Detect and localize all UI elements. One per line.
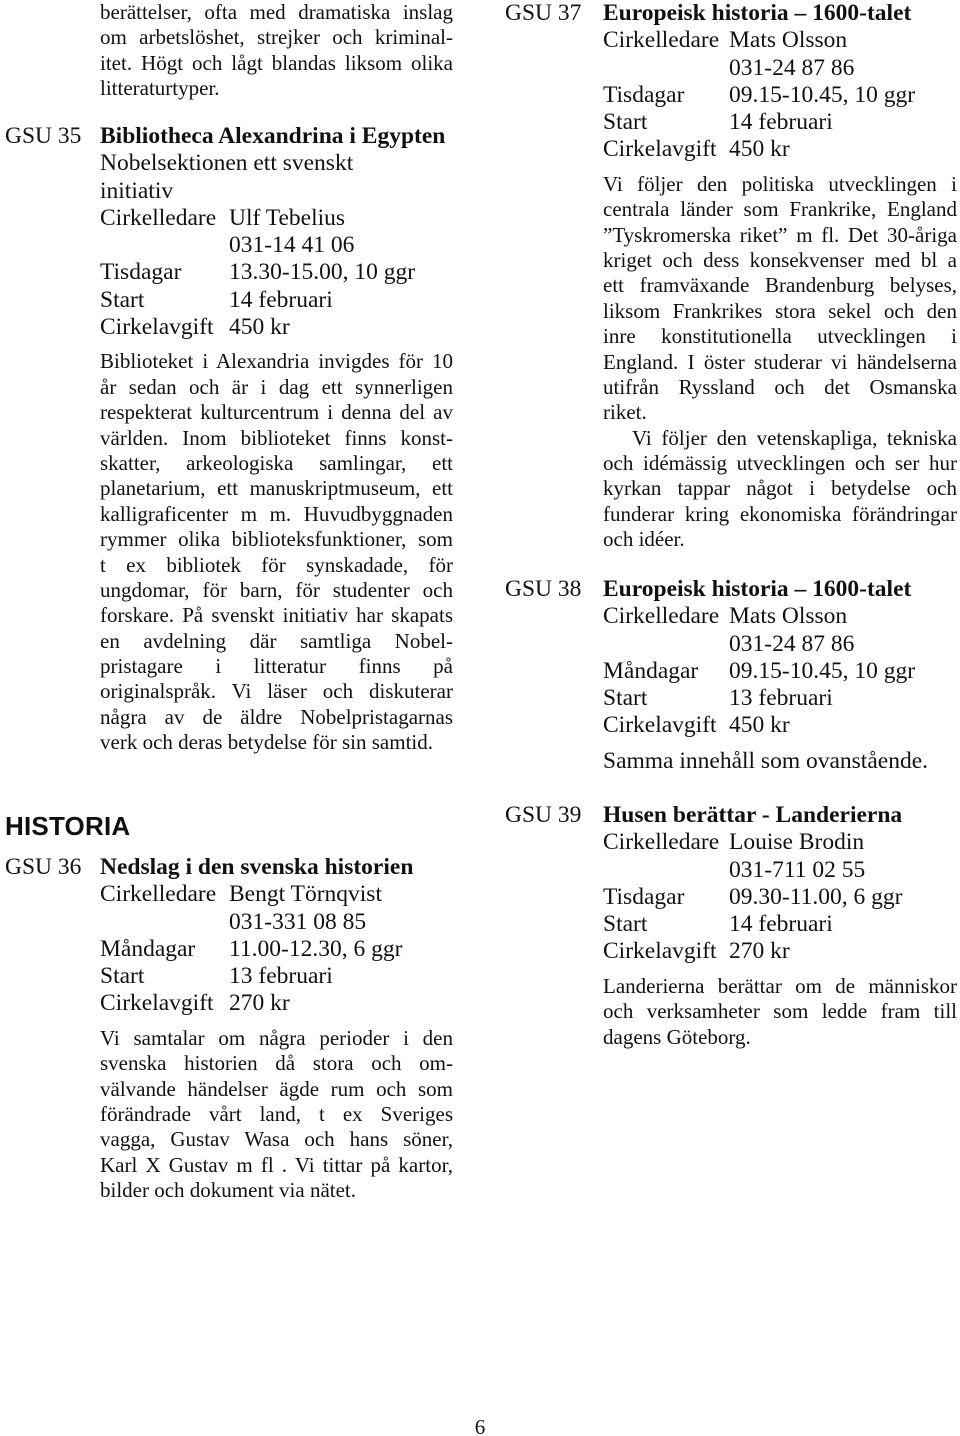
course-gsu-38 [500, 576, 960, 774]
fee-label: Cirkelavgift [100, 990, 214, 1017]
start-date: 14 februari [729, 109, 833, 136]
description-line: liksom Frankrikes stora sekel och den [603, 298, 957, 323]
course-gsu-39 [500, 802, 960, 1049]
description-line: rymmer olika biblioteksfunktioner, som [100, 527, 453, 552]
start-row [603, 109, 957, 136]
fee-value: 270 kr [729, 938, 790, 965]
phone-row [100, 909, 453, 936]
description-line: pristagare i litteratur finns på [100, 654, 453, 679]
course-content [603, 802, 957, 1050]
description-line: ”Tyskromerska riket” m fl. Det 30-åriga [603, 222, 957, 247]
schedule-row [603, 884, 957, 911]
description-line: världen. Inom biblioteket finns konst- [100, 425, 453, 450]
description-line: svenska historien då stora och om- [100, 1051, 453, 1076]
description-line: planetarium, ett manuskriptmuseum, ett [100, 476, 453, 501]
fee-label: Cirkelavgift [603, 712, 717, 739]
description-line: kyrkan tappar något i betydelse och [603, 476, 957, 501]
leader-row [603, 27, 957, 54]
fee-value: 270 kr [229, 990, 290, 1017]
description-line: respekterat kulturcentrum i denna del av [100, 400, 453, 425]
course-description [100, 349, 453, 755]
leader-name: Mats Olsson [729, 27, 848, 54]
start-date: 14 februari [229, 286, 333, 313]
fee-value: 450 kr [729, 712, 790, 739]
course-content [603, 576, 957, 775]
intro-line: berättelser, ofta med dramatiska inslag [100, 0, 453, 24]
time-value: 13.30-15.00, 10 ggr [229, 259, 416, 286]
description-line: kriget och dess konsekvenser med bl a [603, 247, 957, 272]
description-line: ungdomar, för barn, för studenter och [100, 577, 453, 602]
description-line: dagens Göteborg. [603, 1024, 751, 1049]
description-line: forskare. På svenskt initiativ har skapats [100, 603, 453, 628]
course-code: GSU 36 [5, 854, 82, 880]
course-content [100, 854, 453, 1204]
course-code: GSU 39 [505, 802, 582, 828]
leader-name: Louise Brodin [729, 829, 865, 856]
fee-value: 450 kr [729, 136, 790, 163]
leader-label: Cirkelledare [100, 204, 217, 231]
course-code: GSU 35 [5, 123, 82, 149]
start-label: Start [100, 286, 145, 313]
course-title: Europeisk historia – 1600-talet [603, 0, 912, 26]
course-code: GSU 38 [505, 576, 582, 602]
time-value: 09.15-10.45, 10 ggr [729, 657, 916, 684]
start-row [100, 287, 453, 314]
intro-line: itet. Högt och lågt blandas liksom olika [100, 50, 453, 75]
section-heading: HISTORIA [5, 811, 131, 841]
start-label: Start [603, 109, 648, 136]
start-date: 14 februari [729, 911, 833, 938]
fee-label: Cirkelavgift [603, 136, 717, 163]
fee-row [100, 990, 453, 1017]
phone-row [100, 232, 453, 259]
course-title: Europeisk historia – 1600-talet [603, 576, 912, 602]
course-title: Nedslag i den svenska historien [100, 854, 414, 880]
course-content [100, 123, 453, 756]
start-label: Start [100, 963, 145, 990]
course-subtitle: initiativ [100, 177, 174, 204]
fee-row [100, 314, 453, 341]
description-line: och idéer. [603, 527, 685, 552]
description-line: Karl X Gustav m fl . Vi tittar på kartor, [100, 1152, 453, 1177]
description-line: originalspråk. Vi läser och diskuterar [100, 679, 453, 704]
day-label: Tisdagar [603, 883, 685, 910]
course-gsu-36 [0, 854, 470, 1203]
description-line: vagga, Gustav Wasa och hans söner, [100, 1127, 453, 1152]
fee-row [603, 712, 957, 739]
intro-continuation [100, 0, 453, 102]
leader-label: Cirkelledare [603, 829, 720, 856]
description-line: Landerierna berättar om de människor [603, 973, 957, 998]
day-label: Tisdagar [603, 81, 685, 108]
schedule-row [100, 259, 453, 286]
description-line: England. I öster studerar vi händelserna [603, 349, 957, 374]
fee-value: 450 kr [229, 314, 290, 341]
description-line: Vi samtalar om några perioder i den [100, 1025, 453, 1050]
schedule-row [100, 936, 453, 963]
page-number: 6 [474, 1415, 486, 1436]
description-line: några av de äldre Nobelpristagarnas [100, 704, 453, 729]
phone-row [603, 55, 957, 82]
leader-label: Cirkelledare [100, 881, 217, 908]
course-gsu-37 [500, 0, 960, 552]
description-line: centrala länder som Frankrike, England [603, 197, 957, 222]
course-content [603, 0, 957, 553]
time-value: 11.00-12.30, 6 ggr [229, 935, 403, 962]
description-line: och idémässig utvecklingen och ser hur [603, 451, 957, 476]
leader-row [100, 881, 453, 908]
description-line: Biblioteket i Alexandria invigdes för 10 [100, 349, 453, 374]
phone-row [603, 857, 957, 884]
description-line: kalligraficenter m m. Huvudbyggnaden [100, 501, 453, 526]
description-line: skatter, arkeologiska samlingar, ett [100, 450, 453, 475]
description-line: och verksamheter som ledde fram till [603, 999, 957, 1024]
start-date: 13 februari [729, 685, 833, 712]
description-line: t ex bibliotek för synskadade, för [100, 552, 453, 577]
description-line: verk och deras betydelse för sin samtid. [100, 730, 433, 755]
leader-label: Cirkelledare [603, 603, 720, 630]
course-description [603, 974, 957, 1050]
start-label: Start [603, 911, 648, 938]
description-line: riket. [603, 400, 647, 425]
leader-label: Cirkelledare [603, 27, 720, 54]
course-subtitle: Nobelsektionen ett svenskt [100, 150, 354, 177]
schedule-row [603, 658, 957, 685]
description-line: utifrån Ryssland och det Osmanska [603, 374, 957, 399]
start-row [603, 911, 957, 938]
time-value: 09.30-11.00, 6 ggr [729, 883, 903, 910]
start-date: 13 februari [229, 963, 333, 990]
intro-line: om arbetslöshet, strejker och kriminal- [100, 25, 453, 50]
phone-number: 031-711 02 55 [729, 856, 866, 883]
fee-row [603, 938, 957, 965]
course-description [603, 172, 957, 553]
course-title: Husen berättar - Landerierna [603, 802, 903, 828]
leader-name: Bengt Törnqvist [229, 881, 382, 908]
description-line: välvande händelser ägde rum och som [100, 1076, 453, 1101]
fee-label: Cirkelavgift [603, 938, 717, 965]
schedule-row [603, 82, 957, 109]
phone-number: 031-14 41 06 [229, 232, 355, 259]
start-row [100, 963, 453, 990]
leader-row [100, 205, 453, 232]
day-label: Måndagar [603, 657, 699, 684]
phone-number: 031-331 08 85 [229, 908, 367, 935]
description-line: funderar kring ekonomiska förändringar [603, 501, 957, 526]
description-line: en avdelning där samtliga Nobel- [100, 628, 453, 653]
course-title: Bibliotheca Alexandrina i Egypten [100, 123, 446, 149]
course-description [100, 1026, 453, 1204]
intro-line: litteraturtyper. [100, 76, 220, 101]
day-label: Måndagar [100, 935, 196, 962]
course-note: Samma innehåll som ovanstående. [603, 747, 929, 774]
time-value: 09.15-10.45, 10 ggr [729, 81, 916, 108]
description-line: år sedan och är i dag ett synnerligen [100, 374, 453, 399]
leader-row [603, 603, 957, 630]
phone-number: 031-24 87 86 [729, 630, 855, 657]
description-line: inre konstitutionella utvecklingen i [603, 324, 957, 349]
start-row [603, 685, 957, 712]
start-label: Start [603, 685, 648, 712]
course-gsu-35 [0, 123, 470, 755]
leader-name: Mats Olsson [729, 603, 848, 630]
phone-row [603, 631, 957, 658]
description-line: förändrade vårt land, t ex Sveriges [100, 1101, 453, 1126]
leader-row [603, 829, 957, 856]
description-line: ett framväxande Brandenburg belyses, [603, 273, 957, 298]
day-label: Tisdagar [100, 259, 182, 286]
course-code: GSU 37 [505, 0, 582, 26]
leader-name: Ulf Tebelius [229, 204, 346, 231]
description-line: Vi följer den vetenskapliga, tekniska [632, 425, 957, 450]
description-line: Vi följer den politiska utvecklingen i [603, 171, 957, 196]
description-line: bilder och dokument via nätet. [100, 1178, 357, 1203]
fee-label: Cirkelavgift [100, 314, 214, 341]
phone-number: 031-24 87 86 [729, 54, 855, 81]
fee-row [603, 136, 957, 163]
